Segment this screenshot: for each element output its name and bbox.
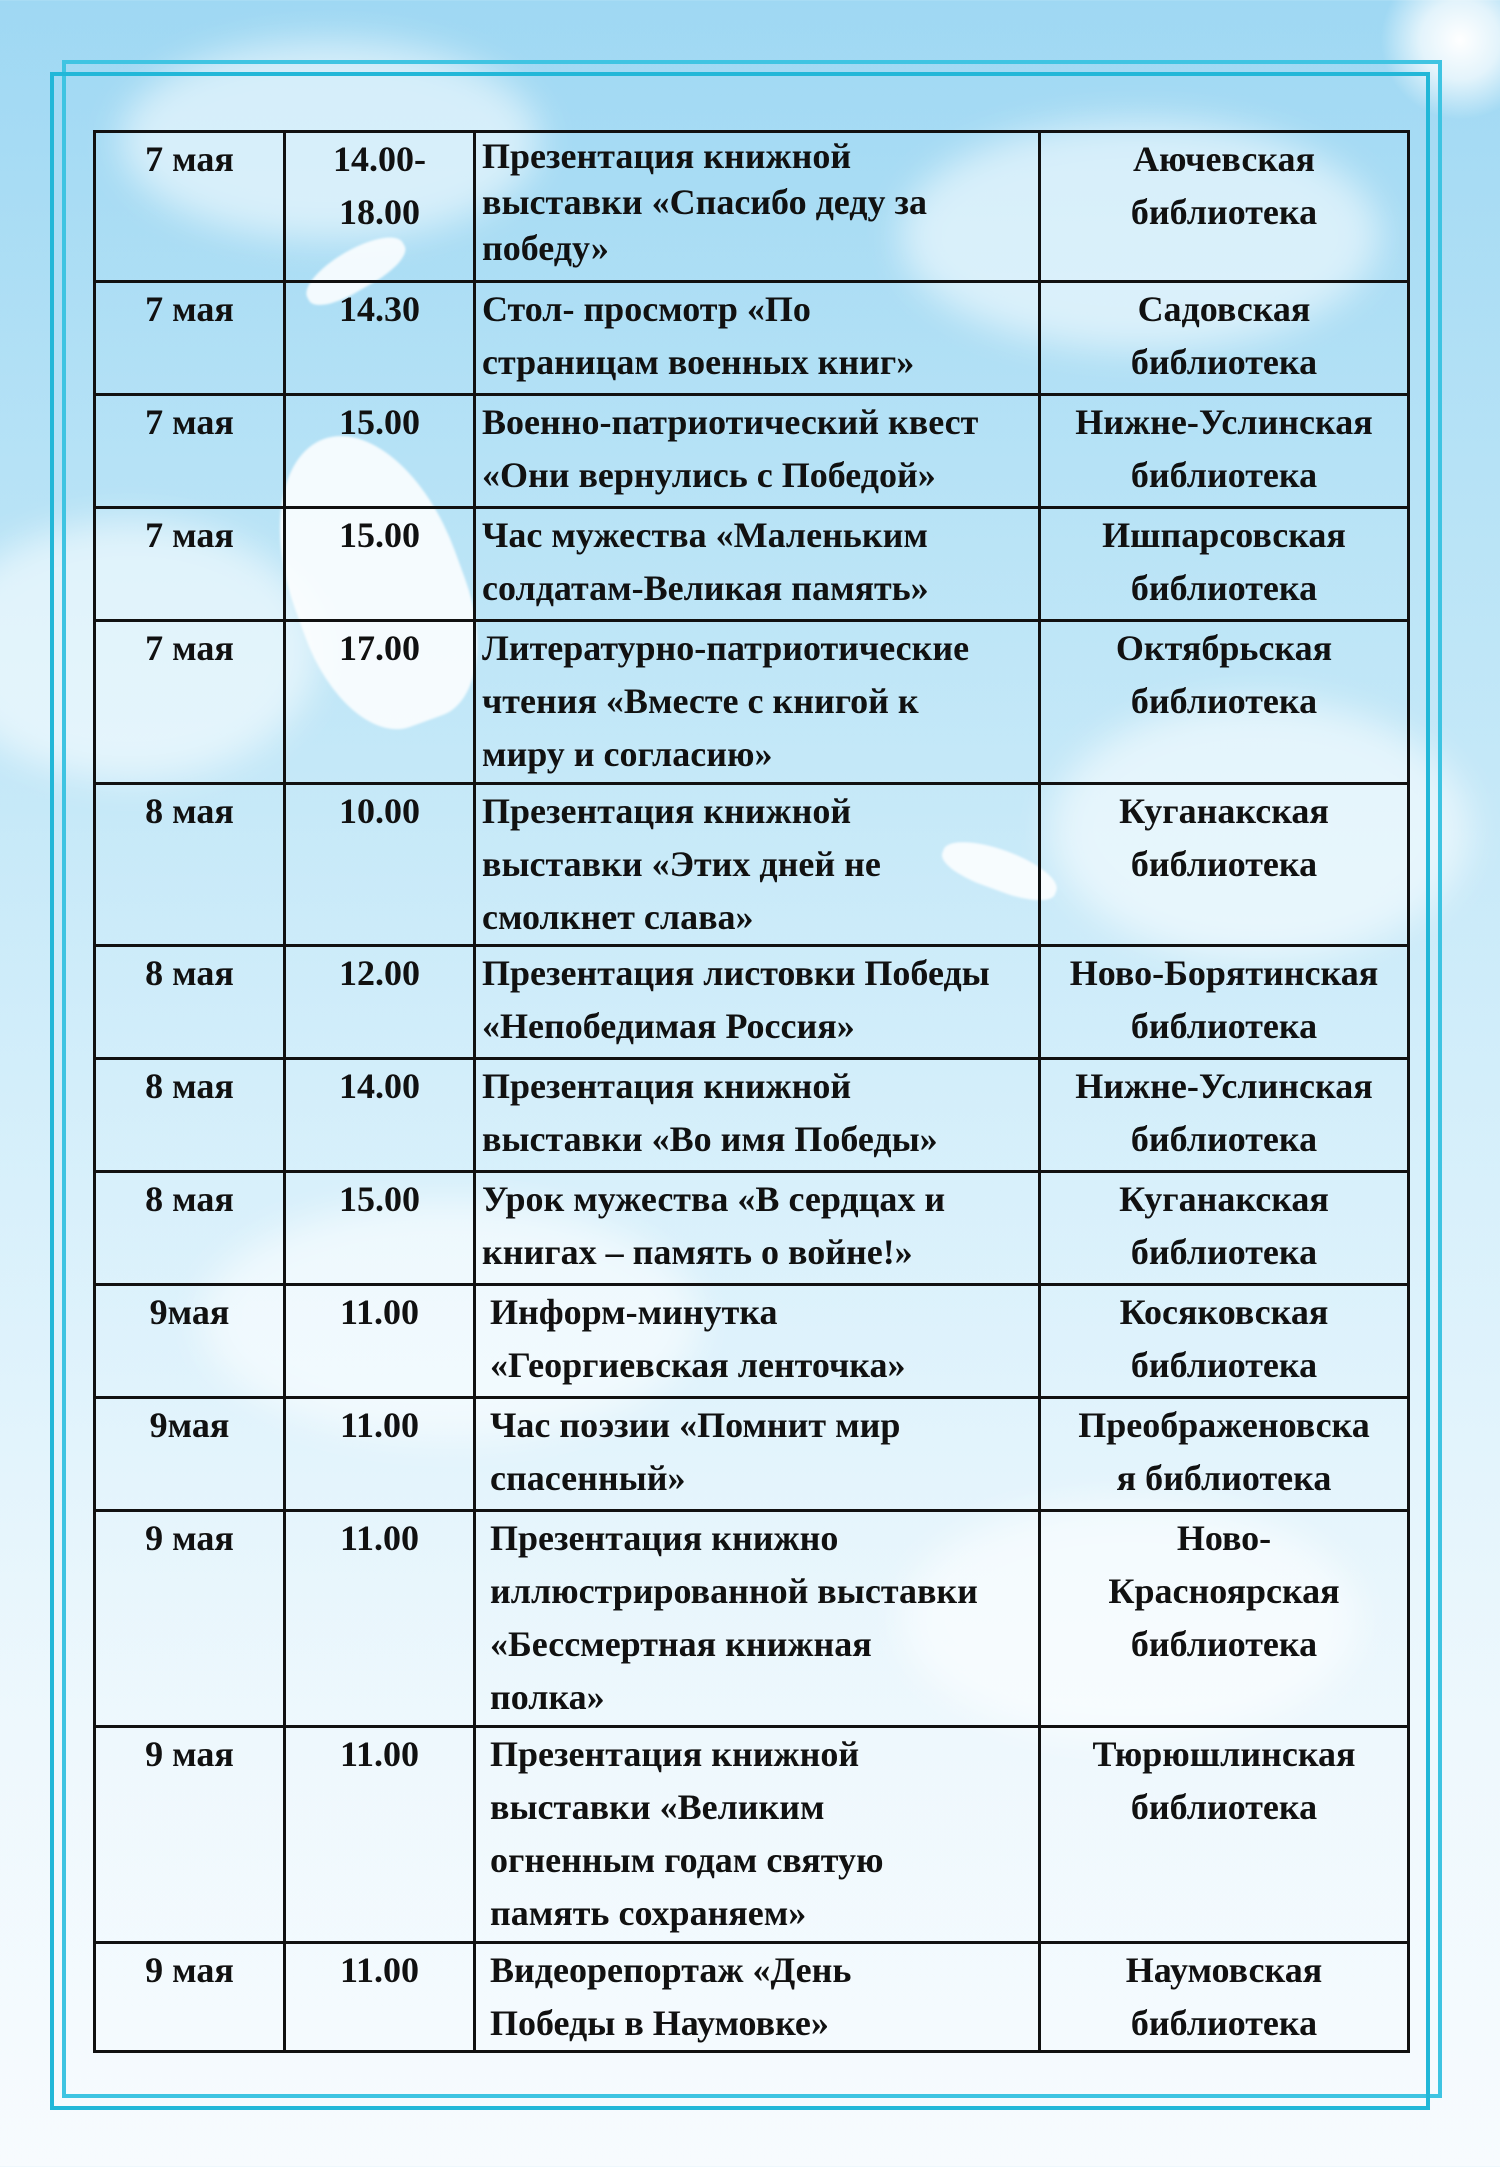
table-row	[95, 1285, 1409, 1398]
event-title: Литературно-патриотические чтения «Вместе с книгой к миру и согласию»	[475, 621, 1040, 784]
event-title: Презентация книжной выставки «Спасибо деду за победу»	[475, 132, 1040, 282]
event-time: 11.00	[285, 1511, 475, 1727]
table-row	[95, 132, 1409, 282]
table-row	[95, 282, 1409, 395]
event-time: 14.00- 18.00	[285, 132, 475, 282]
event-date: 7 мая	[95, 282, 285, 395]
event-title: Урок мужества «В сердцах и книгах – память о войне!»	[475, 1172, 1040, 1285]
event-time: 17.00	[285, 621, 475, 784]
event-venue: Нижне-Услинская библиотека	[1040, 1059, 1409, 1172]
event-date: 8 мая	[95, 1172, 285, 1285]
event-venue: Наумовская библиотека	[1040, 1943, 1409, 2052]
event-venue: Ишпарсовская библиотека	[1040, 508, 1409, 621]
event-venue: Октябрьская библиотека	[1040, 621, 1409, 784]
event-title: Презентация книжной выставки «Во имя Победы»	[475, 1059, 1040, 1172]
event-title: Видеорепортаж «День Победы в Наумовке»	[475, 1943, 1040, 2052]
event-time: 14.30	[285, 282, 475, 395]
table-row	[95, 621, 1409, 784]
table-row	[95, 1172, 1409, 1285]
event-date: 8 мая	[95, 1059, 285, 1172]
event-date: 9 мая	[95, 1511, 285, 1727]
event-date: 8 мая	[95, 784, 285, 946]
event-date: 7 мая	[95, 621, 285, 784]
event-venue: Ново- Красноярская библиотека	[1040, 1511, 1409, 1727]
event-time: 11.00	[285, 1285, 475, 1398]
event-date: 8 мая	[95, 946, 285, 1059]
table-row	[95, 1943, 1409, 2052]
event-title: Презентация книжной выставки «Великим огненным годам святую память сохраняем»	[475, 1727, 1040, 1943]
event-venue: Куганакская библиотека	[1040, 784, 1409, 946]
table-row	[95, 1727, 1409, 1943]
event-venue: Нижне-Услинская библиотека	[1040, 395, 1409, 508]
event-title: Час мужества «Маленьким солдатам-Великая память»	[475, 508, 1040, 621]
event-time: 12.00	[285, 946, 475, 1059]
event-date: 9 мая	[95, 1943, 285, 2052]
event-time: 15.00	[285, 1172, 475, 1285]
event-venue: Тюрюшлинская библиотека	[1040, 1727, 1409, 1943]
event-time: 10.00	[285, 784, 475, 946]
event-time: 11.00	[285, 1727, 475, 1943]
event-time: 15.00	[285, 508, 475, 621]
event-date: 9мая	[95, 1398, 285, 1511]
event-venue: Аючевская библиотека	[1040, 132, 1409, 282]
event-venue: Куганакская библиотека	[1040, 1172, 1409, 1285]
event-date: 7 мая	[95, 132, 285, 282]
event-time: 14.00	[285, 1059, 475, 1172]
event-title: Военно-патриотический квест «Они вернулись с Победой»	[475, 395, 1040, 508]
event-title: Час поэзии «Помнит мир спасенный»	[475, 1398, 1040, 1511]
event-date: 9 мая	[95, 1727, 285, 1943]
table-row	[95, 946, 1409, 1059]
event-venue: Преображеновска я библиотека	[1040, 1398, 1409, 1511]
event-venue: Косяковская библиотека	[1040, 1285, 1409, 1398]
event-title: Презентация книжно иллюстрированной выставки «Бессмертная книжная полка»	[475, 1511, 1040, 1727]
event-time: 11.00	[285, 1398, 475, 1511]
event-date: 9мая	[95, 1285, 285, 1398]
event-title: Стол- просмотр «По страницам военных книг»	[475, 282, 1040, 395]
event-title: Презентация листовки Победы «Непобедимая Россия»	[475, 946, 1040, 1059]
events-schedule-table	[93, 130, 1410, 2053]
table-row	[95, 508, 1409, 621]
table-row	[95, 395, 1409, 508]
event-venue: Садовская библиотека	[1040, 282, 1409, 395]
event-date: 7 мая	[95, 508, 285, 621]
table-row	[95, 784, 1409, 946]
event-title: Презентация книжной выставки «Этих дней не смолкнет слава»	[475, 784, 1040, 946]
event-time: 15.00	[285, 395, 475, 508]
event-date: 7 мая	[95, 395, 285, 508]
event-title: Информ-минутка «Георгиевская ленточка»	[475, 1285, 1040, 1398]
table-row	[95, 1398, 1409, 1511]
event-time: 11.00	[285, 1943, 475, 2052]
event-venue: Ново-Борятинская библиотека	[1040, 946, 1409, 1059]
table-row	[95, 1511, 1409, 1727]
table-row	[95, 1059, 1409, 1172]
